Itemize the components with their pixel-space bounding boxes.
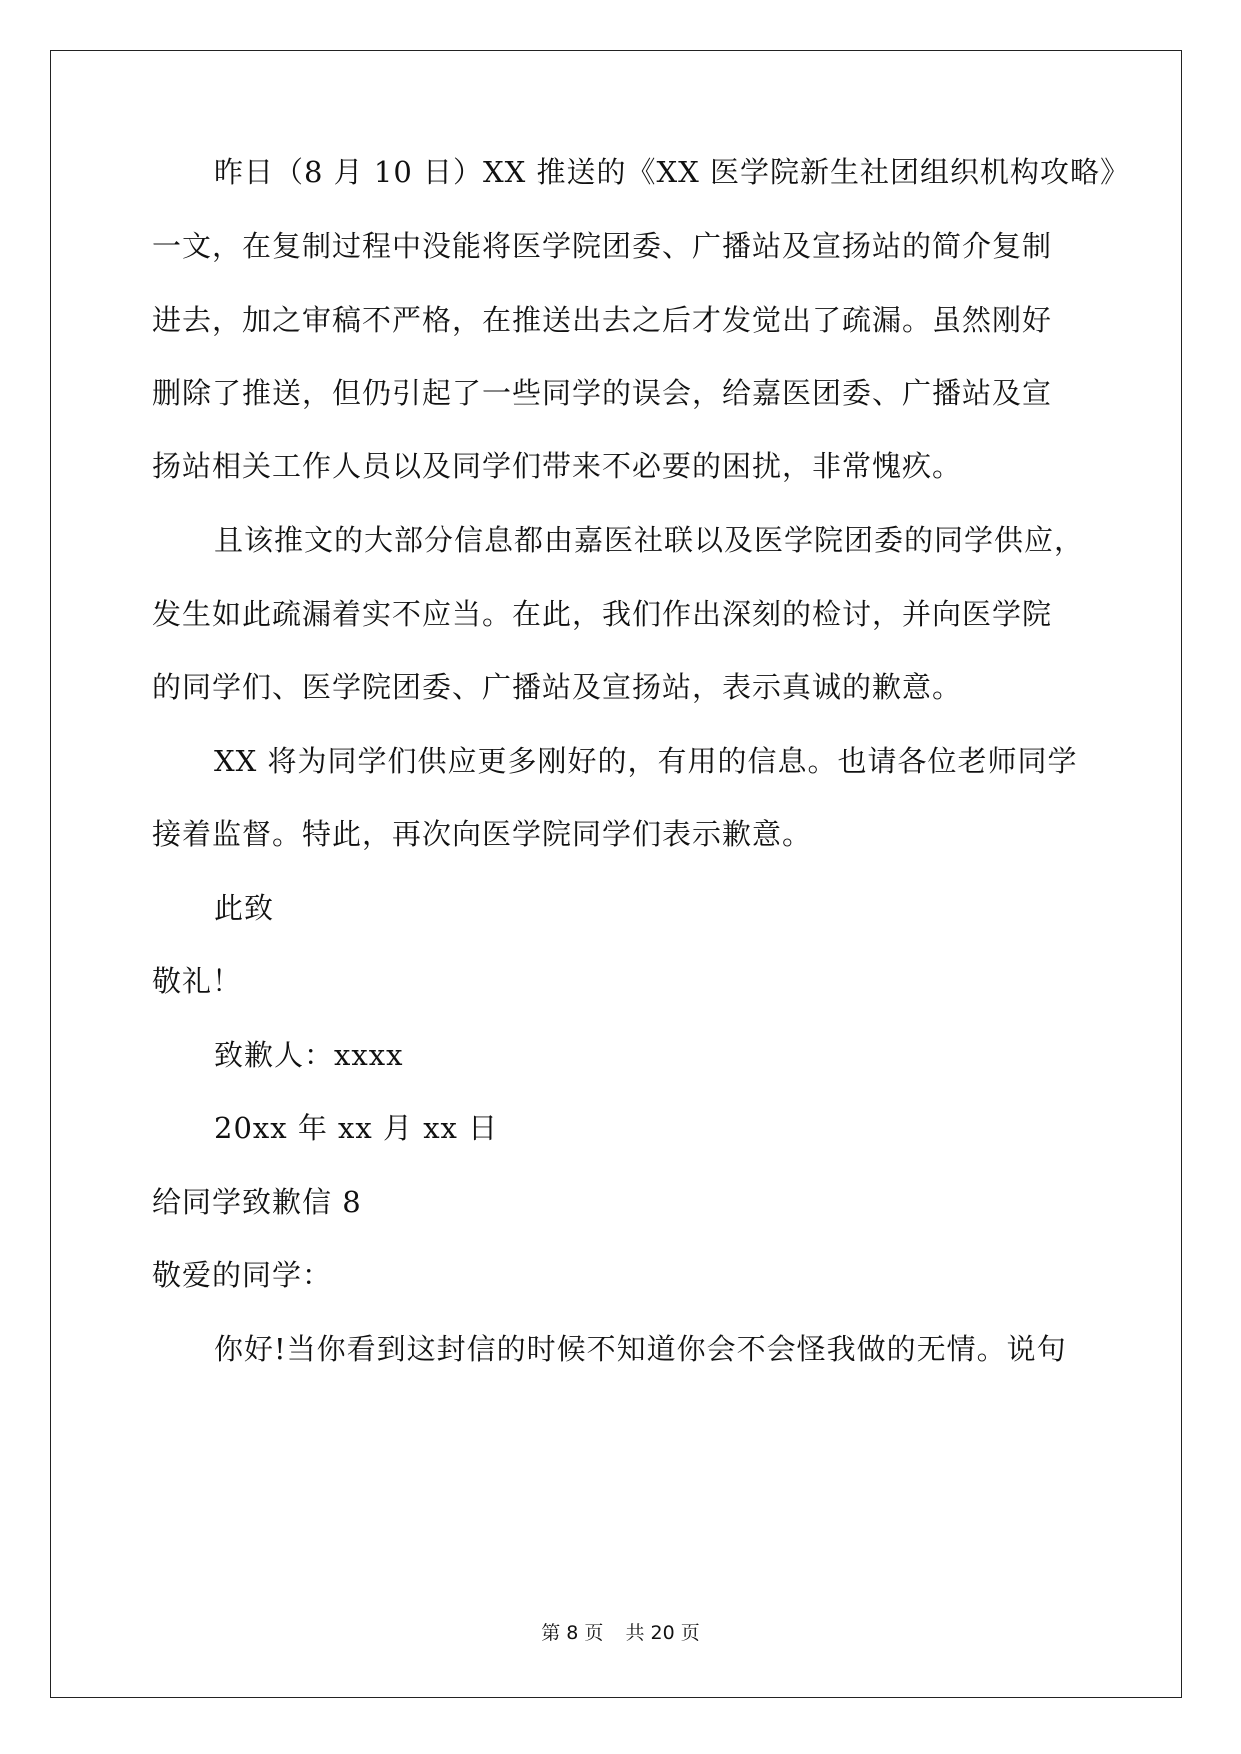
body-line: 且该推文的大部分信息都由嘉医社联以及医学院团委的同学供应， [214, 523, 1085, 557]
body-line: 删除了推送，但仍引起了一些同学的误会，给嘉医团委、广播站及宣 [152, 376, 1053, 410]
body-line: 进去，加之审稿不严格，在推送出去之后才发觉出了疏漏。虽然刚好 [152, 303, 1053, 337]
greeting-line: 敬爱的同学： [152, 1258, 333, 1292]
body-line: 你好!当你看到这封信的时候不知道你会不会怪我做的无情。说句 [214, 1332, 1067, 1366]
body-line: 扬站相关工作人员以及同学们带来不必要的困扰，非常愧疚。 [152, 449, 963, 483]
page-border [50, 50, 1182, 1698]
closing-salutation: 此致 [214, 891, 275, 925]
body-line: 昨日（8 月 10 日）XX 推送的《XX 医学院新生社团组织机构攻略》 [214, 155, 1131, 189]
body-line: 的同学们、医学院团委、广播站及宣扬站，表示真诚的歉意。 [152, 670, 963, 704]
signature-line: 致歉人：xxxx [214, 1038, 404, 1072]
body-line: 一文，在复制过程中没能将医学院团委、广播站及宣扬站的简介复制 [152, 229, 1053, 263]
closing-regards: 敬礼！ [152, 964, 243, 998]
page-number: 第 8 页 [541, 1622, 604, 1644]
section-title: 给同学致歉信 8 [152, 1185, 362, 1219]
body-line: XX 将为同学们供应更多刚好的，有用的信息。也请各位老师同学 [214, 744, 1078, 778]
body-line: 接着监督。特此，再次向医学院同学们表示歉意。 [152, 817, 813, 851]
page-total: 共 20 页 [625, 1622, 700, 1644]
date-line: 20xx 年 xx 月 xx 日 [214, 1111, 499, 1145]
body-line: 发生如此疏漏着实不应当。在此，我们作出深刻的检讨，并向医学院 [152, 597, 1053, 631]
page-footer [0, 1618, 1241, 1645]
